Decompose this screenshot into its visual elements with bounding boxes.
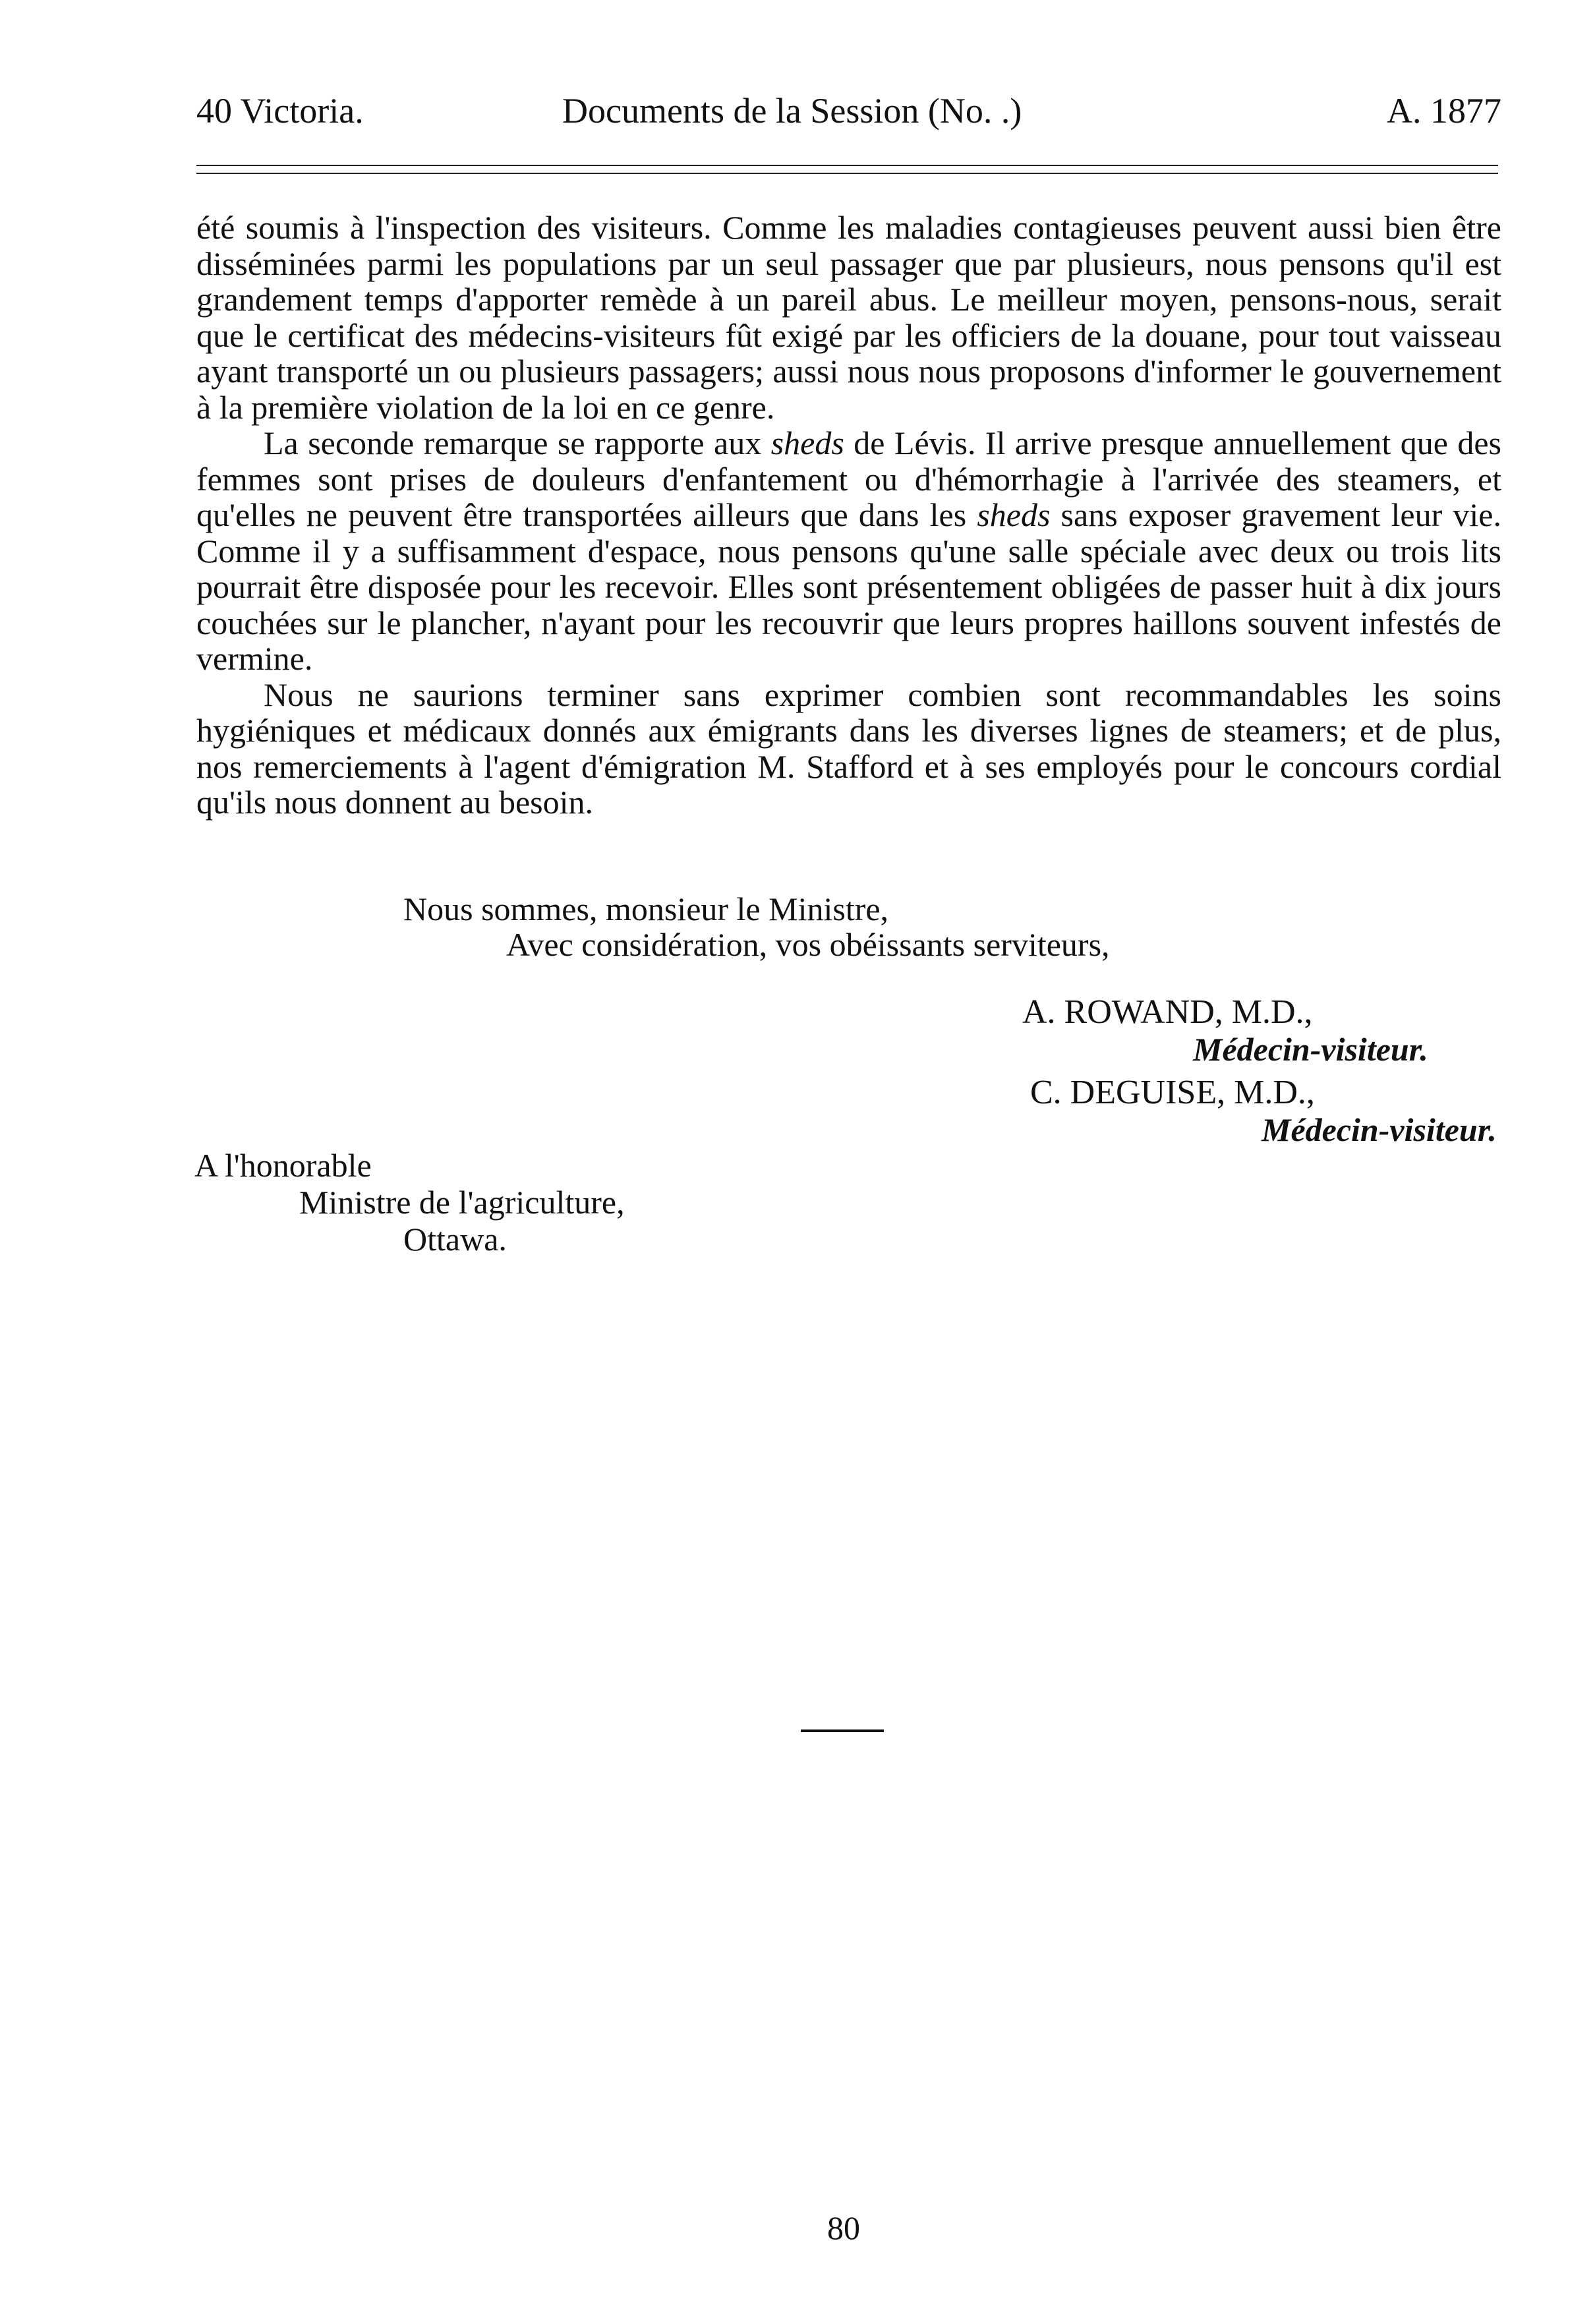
header-rule-top	[196, 165, 1498, 166]
paragraph-2	[196, 425, 1501, 677]
header-session: 40 Victoria.	[196, 91, 364, 131]
paragraph-3: Nous ne saurions terminer sans exprimer combien sont recommandables les soins hygiéniques et médicaux donnés aux émigrants dans les diverses lignes de steamers; et de plus, nos remerciements à l'agent d'émigration M. Stafford et à ses employés pour le concours cordial qu'ils nous donnent au besoin.	[196, 676, 1501, 821]
header-year: A. 1877	[1387, 91, 1501, 131]
addressee-line-3: Ottawa.	[403, 1221, 507, 1258]
signature-1-title: Médecin-visiteur.	[1193, 1031, 1428, 1068]
header-rule-bottom	[196, 173, 1498, 174]
signature-2-name: C. DEGUISE, M.D.,	[1030, 1074, 1315, 1111]
signature-1-name: A. ROWAND, M.D.,	[1022, 993, 1313, 1031]
signature-2-title: Médecin-visiteur.	[1262, 1111, 1497, 1148]
paragraph-2-part-b: de Lévis. Il arrive presque annuellement que des femmes sont prises de douleurs d'enfantement ou d'hémorrhagie à l'arrivée des steamers, et qu'elles ne peuvent être transportées ailleurs que dans les	[196, 424, 1501, 533]
section-divider	[801, 1729, 884, 1732]
closing-line-2: Avec considération, vos obéissants serviteurs,	[506, 926, 1110, 963]
addressee-line-2: Ministre de l'agriculture,	[299, 1184, 625, 1221]
page-number: 80	[827, 2209, 860, 2246]
addressee-line-1: A l'honorable	[194, 1147, 372, 1184]
running-header	[196, 84, 1501, 137]
paragraph-2-part-c: sans exposer gravement leur vie. Comme il y a suffisamment d'espace, nous pensons qu'une salle spéciale avec deux ou trois lits pourrait être disposée pour les recevoir. Elles sont présentement obligées de passer huit à dix jours couchées sur le plancher, n'ayant pour les recouvrir que leurs propres haillons souvent infestés de vermine.	[196, 496, 1501, 677]
letter-body	[196, 210, 1501, 821]
paragraph-2-emphasis-1: sheds	[770, 424, 844, 461]
closing-line-1: Nous sommes, monsieur le Ministre,	[403, 890, 889, 927]
header-document-title: Documents de la Session (No. .)	[562, 91, 1022, 131]
paragraph-2-part-a: La seconde remarque se rapporte aux	[264, 424, 771, 461]
paragraph-1: été soumis à l'inspection des visiteurs. Comme les maladies contagieuses peuvent aussi bien être disséminées parmi les populations par un seul passager que par plusieurs, nous pensons qu'il est grandement temps d'apporter remède à un pareil abus. Le meilleur moyen, pensons-nous, serait que le certificat des médecins-visiteurs fût exigé par les officiers de la douane, pour tout vaisseau ayant transporté un ou plusieurs passagers; aussi nous nous proposons d'informer le gouvernement à la première violation de la loi en ce genre.	[196, 209, 1501, 426]
paragraph-2-emphasis-2: sheds	[977, 496, 1051, 533]
